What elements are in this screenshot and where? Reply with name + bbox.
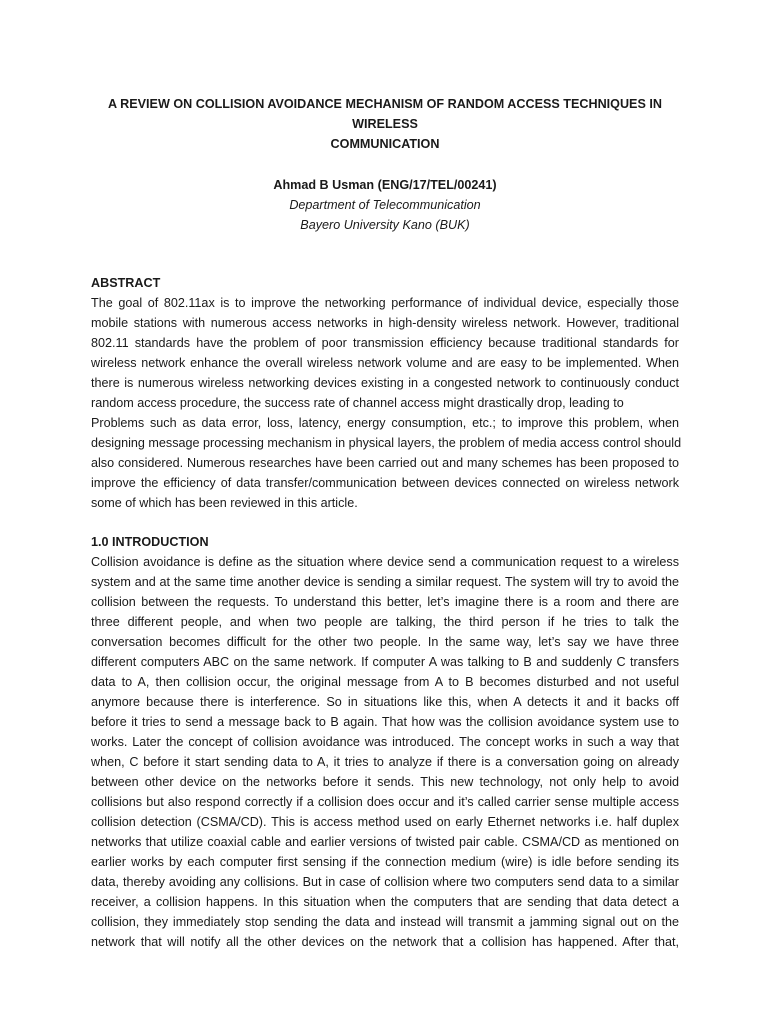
text-line: 802.11 standards have the problem of poor transmission efficiency because traditional standards for [91,336,679,350]
text-line: receiver, a collision happens. In this situation when the computers that are sending that data detect a [91,895,679,909]
introduction-heading: 1.0 INTRODUCTION [91,535,209,549]
text-line: The goal of 802.11ax is to improve the networking performance of individual device, especially those [91,296,679,310]
text-line: Collision avoidance is define as the situation where device send a communication request to a wireless [91,555,679,569]
text-line: collision, they immediately stop sending the data and instead will transmit a jamming signal out on the [91,915,679,929]
text-line: also considered. Numerous researches have been carried out and many schemes has been proposed to [91,456,679,470]
text-line: collision detection (CSMA/CD). This is access method used on early Ethernet networks i.e. half duplex [91,815,679,829]
text-line: between other device on the networks before it sends. This new technology, not only help to avoid [91,775,679,789]
text-line: works. Later the concept of collision avoidance was introduced. The concept works in such a way that [91,735,679,749]
paper-title [91,94,679,154]
text-line: three different people, and when two people are talking, the third person if he tries to talk the [91,615,679,629]
abstract-heading: ABSTRACT [91,276,161,290]
title-line: A REVIEW ON COLLISION AVOIDANCE MECHANISM OF RANDOM ACCESS TECHNIQUES IN WIRELESS [108,97,662,131]
text-line: random access procedure, the success rate of channel access might drastically drop, leading to [91,396,624,410]
author-department: Department of Telecommunication [289,198,481,212]
text-line: conversation becomes difficult for the other two people. In the same way, let’s say we have three [91,635,679,649]
text-line: different computers ABC on the same network. If computer A was talking to B and suddenly C transfers [91,655,679,669]
text-line: Problems such as data error, loss, latency, energy consumption, etc.; to improve this problem, when [91,416,679,430]
text-line: when, C before it start sending data to A, it tries to analyze if there is a conversation going on already [91,755,679,769]
text-line: some of which has been reviewed in this article. [91,496,358,510]
text-line: anymore because there is interference. So in situations like this, when A detects it and it backs off [91,695,679,709]
text-line: improve the efficiency of data transfer/communication between devices connected on wireless network [91,476,679,490]
introduction-body [91,552,679,952]
text-line: there is numerous wireless networking devices existing in a congested network to continuously conduct [91,376,679,390]
text-line: data to A, then collision occur, the original message from A to B becomes disturbed and not useful [91,675,679,689]
text-line: collision between the requests. To understand this better, let’s imagine there is a room and there are [91,595,679,609]
text-line: networks that utilize coaxial cable and earlier versions of twisted pair cable. CSMA/CD as mentioned on [91,835,679,849]
title-line: COMMUNICATION [330,137,440,151]
text-line: wireless network enhance the overall wireless network volume and are easy to be implemented. When [91,356,679,370]
author-name: Ahmad B Usman (ENG/17/TEL/00241) [273,178,497,192]
text-line: earlier works by each computer first sensing if the connection medium (wire) is idle before sending its [91,855,679,869]
text-line: data, thereby avoiding any collisions. But in case of collision where two computers send data to a similar [91,875,679,889]
text-line: before it tries to send a message back to B again. That how was the collision avoidance system use to [91,715,679,729]
author-university: Bayero University Kano (BUK) [300,218,470,232]
text-line: mobile stations with numerous access networks in high-density wireless network. However, traditional [91,316,679,330]
text-line: collisions but also respond correctly if a collision does occur and it’s called carrier sense multiple access [91,795,679,809]
text-line: system and at the same time another device is sending a similar request. The system will try to avoid the [91,575,679,589]
abstract-body [91,293,682,513]
text-line: designing message processing mechanism in physical layers, the problem of media access control should [91,436,682,450]
text-line: network that will notify all the other devices on the network that a collision has happened. After that, [91,935,679,949]
